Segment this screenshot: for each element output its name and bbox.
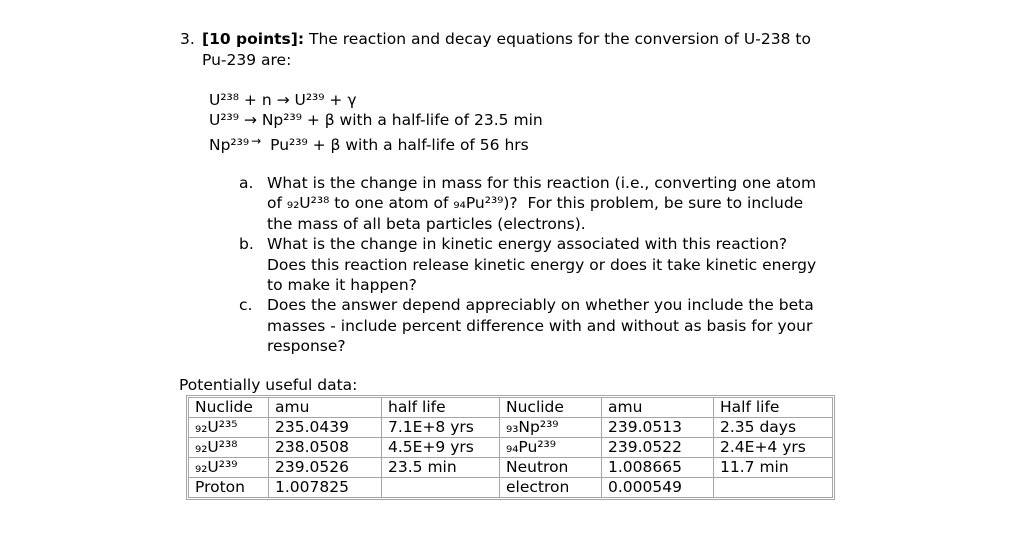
table-row <box>189 438 833 458</box>
column-header: Half life <box>714 398 833 418</box>
data-table-wrapper <box>186 395 835 500</box>
table-cell-half-life: 4.5E+9 yrs <box>382 438 500 458</box>
table-cell-amu: 1.007825 <box>269 478 382 498</box>
column-header: amu <box>602 398 714 418</box>
equation-3-rhs: Pu²³⁹ + β with a half-life of 56 hrs <box>270 135 529 154</box>
column-header: Nuclide <box>500 398 602 418</box>
problem-intro-line-2: Pu-239 are: <box>202 50 292 69</box>
subquestion-a <box>239 173 889 234</box>
table-cell-nuclide: ₉₃Np²³⁹ <box>500 418 602 438</box>
subquestion-c <box>239 295 889 356</box>
problem-intro <box>202 29 892 70</box>
problem-intro-text: The reaction and decay equations for the conversion of U-238 to <box>304 30 811 48</box>
table-row <box>189 418 833 438</box>
data-section-title: Potentially useful data: <box>179 376 358 394</box>
subquestion-line: Does the answer depend appreciably on whether you include the beta <box>267 296 814 315</box>
subquestion-list <box>239 173 889 357</box>
subquestion-line: the mass of all beta particles (electrons). <box>267 214 586 233</box>
subquestion-a-text <box>267 173 889 234</box>
subquestion-line: response? <box>267 337 346 356</box>
table-header-row <box>189 398 833 418</box>
table-cell-amu: 239.0522 <box>602 438 714 458</box>
column-header: half life <box>382 398 500 418</box>
subquestion-line: to make it happen? <box>267 276 417 295</box>
table-cell-amu: 239.0526 <box>269 458 382 478</box>
table-cell-nuclide: ₉₂U²³⁵ <box>189 418 269 438</box>
equation-line-2: U²³⁹ → Np²³⁹ + β with a half-life of 23.5 min <box>209 111 543 130</box>
subquestion-c-marker: c. <box>239 296 253 315</box>
table-row <box>189 458 833 478</box>
table-cell-half-life <box>382 478 500 498</box>
table-cell-amu: 1.008665 <box>602 458 714 478</box>
table-cell-half-life <box>714 478 833 498</box>
table-cell-amu: 238.0508 <box>269 438 382 458</box>
subquestion-line: Does this reaction release kinetic energy or does it take kinetic energy <box>267 255 817 274</box>
column-header: Nuclide <box>189 398 269 418</box>
equation-3-lhs: Np²³⁹ <box>209 135 250 154</box>
problem-points-label: [10 points]: <box>202 30 305 48</box>
problem-number: 3. <box>180 30 195 48</box>
table-cell-amu: 235.0439 <box>269 418 382 438</box>
table-cell-half-life: 7.1E+8 yrs <box>382 418 500 438</box>
table-cell-amu: 239.0513 <box>602 418 714 438</box>
table-row <box>189 478 833 498</box>
subquestion-a-marker: a. <box>239 174 254 192</box>
subquestion-b <box>239 234 889 295</box>
equations-block <box>209 90 809 155</box>
table-cell-nuclide: electron <box>500 478 602 498</box>
subquestion-line: of ₉₂U²³⁸ to one atom of ₉₄Pu²³⁹)? For this problem, be sure to include <box>267 194 804 213</box>
table-cell-half-life: 11.7 min <box>714 458 833 478</box>
table-cell-nuclide: Neutron <box>500 458 602 478</box>
subquestion-c-text <box>267 295 889 356</box>
table-cell-half-life: 2.35 days <box>714 418 833 438</box>
table-cell-half-life: 2.4E+4 yrs <box>714 438 833 458</box>
equation-line-1: U²³⁸ + n → U²³⁹ + γ <box>209 91 357 109</box>
decay-arrow-icon: → <box>251 133 262 148</box>
subquestion-line: masses - include percent difference with and without as basis for your <box>267 316 813 335</box>
subquestion-b-text <box>267 234 889 295</box>
table-cell-nuclide: ₉₂U²³⁸ <box>189 438 269 458</box>
data-table <box>188 397 833 498</box>
subquestion-b-marker: b. <box>239 235 254 254</box>
table-cell-nuclide: Proton <box>189 478 269 498</box>
table-cell-nuclide: ₉₄Pu²³⁹ <box>500 438 602 458</box>
table-cell-nuclide: ₉₂U²³⁹ <box>189 458 269 478</box>
column-header: amu <box>269 398 382 418</box>
table-cell-amu: 0.000549 <box>602 478 714 498</box>
subquestion-line: What is the change in kinetic energy associated with this reaction? <box>267 235 788 254</box>
subquestion-line: What is the change in mass for this reaction (i.e., converting one atom <box>267 174 817 192</box>
table-cell-half-life: 23.5 min <box>382 458 500 478</box>
equation-line-3 <box>209 131 809 155</box>
problem-intro-line-1 <box>202 29 892 50</box>
